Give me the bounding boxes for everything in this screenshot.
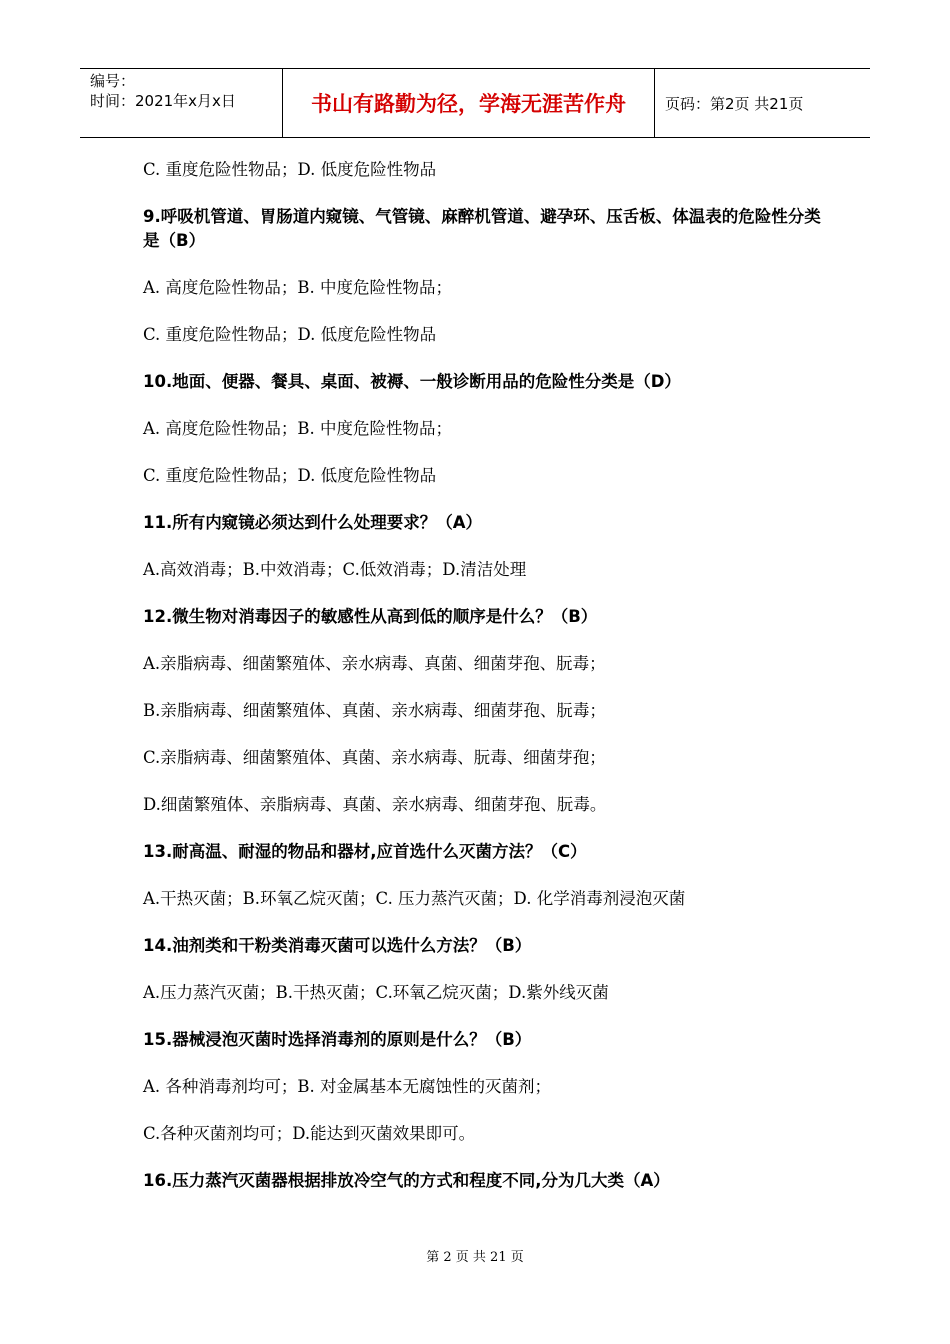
question-line: 11.所有内窥镜必须达到什么处理要求？（A） <box>143 513 482 532</box>
question-line: 15.器械浸泡灭菌时选择消毒剂的原则是什么？（B） <box>143 1030 532 1049</box>
option-line: C.亲脂病毒、细菌繁殖体、真菌、亲水病毒、朊毒、细菌芽孢； <box>143 748 606 767</box>
option-line: C.各种灭菌剂均可；D.能达到灭菌效果即可。 <box>143 1124 476 1143</box>
page-footer: 第 2 页 共 21 页 <box>426 1250 524 1265</box>
document-body <box>143 158 823 1216</box>
header-motto: 书山有路勤为径，学海无涯苦作舟 <box>282 69 655 137</box>
question-line: 13.耐高温、耐湿的物品和器材,应首选什么灭菌方法？（C） <box>143 842 587 861</box>
question-line: 12.微生物对消毒因子的敏感性从高到低的顺序是什么？（B） <box>143 607 598 626</box>
header-page-info: 页码：第2页 共21页 <box>665 94 804 113</box>
document-time-label: 时间：2021年x月x日 <box>90 92 236 110</box>
question-line: 9.呼吸机管道、胃肠道内窥镜、气管镜、麻醉机管道、避孕环、压舌板、体温表的危险性分类是（B） <box>143 207 821 250</box>
option-line: C. 重度危险性物品；D. 低度危险性物品 <box>143 466 437 485</box>
option-line: A. 各种消毒剂均可；B. 对金属基本无腐蚀性的灭菌剂； <box>143 1077 552 1096</box>
option-line: A.干热灭菌；B.环氧乙烷灭菌；C. 压力蒸汽灭菌；D. 化学消毒剂浸泡灭菌 <box>143 889 686 908</box>
option-line: A.压力蒸汽灭菌；B.干热灭菌；C.环氧乙烷灭菌；D.紫外线灭菌 <box>143 983 609 1002</box>
header-meta <box>80 69 282 137</box>
question-line: 16.压力蒸汽灭菌器根据排放冷空气的方式和程度不同,分为几大类（A） <box>143 1171 670 1190</box>
page-header <box>80 68 870 138</box>
option-line: A.亲脂病毒、细菌繁殖体、亲水病毒、真菌、细菌芽孢、朊毒； <box>143 654 606 673</box>
option-line: C. 重度危险性物品；D. 低度危险性物品 <box>143 160 437 179</box>
option-line: C. 重度危险性物品；D. 低度危险性物品 <box>143 325 437 344</box>
option-line: A. 高度危险性物品；B. 中度危险性物品； <box>143 278 453 297</box>
option-line: A. 高度危险性物品；B. 中度危险性物品； <box>143 419 453 438</box>
question-line: 10.地面、便器、餐具、桌面、被褥、一般诊断用品的危险性分类是（D） <box>143 372 681 391</box>
option-line: B.亲脂病毒、细菌繁殖体、真菌、亲水病毒、细菌芽孢、朊毒； <box>143 701 606 720</box>
option-line: A.高效消毒；B.中效消毒；C.低效消毒；D.清洁处理 <box>143 560 527 579</box>
document-number-label: 编号： <box>90 72 136 90</box>
question-line: 14.油剂类和干粉类消毒灭菌可以选什么方法？（B） <box>143 936 532 955</box>
option-line: D.细菌繁殖体、亲脂病毒、真菌、亲水病毒、细菌芽孢、朊毒。 <box>143 795 607 814</box>
